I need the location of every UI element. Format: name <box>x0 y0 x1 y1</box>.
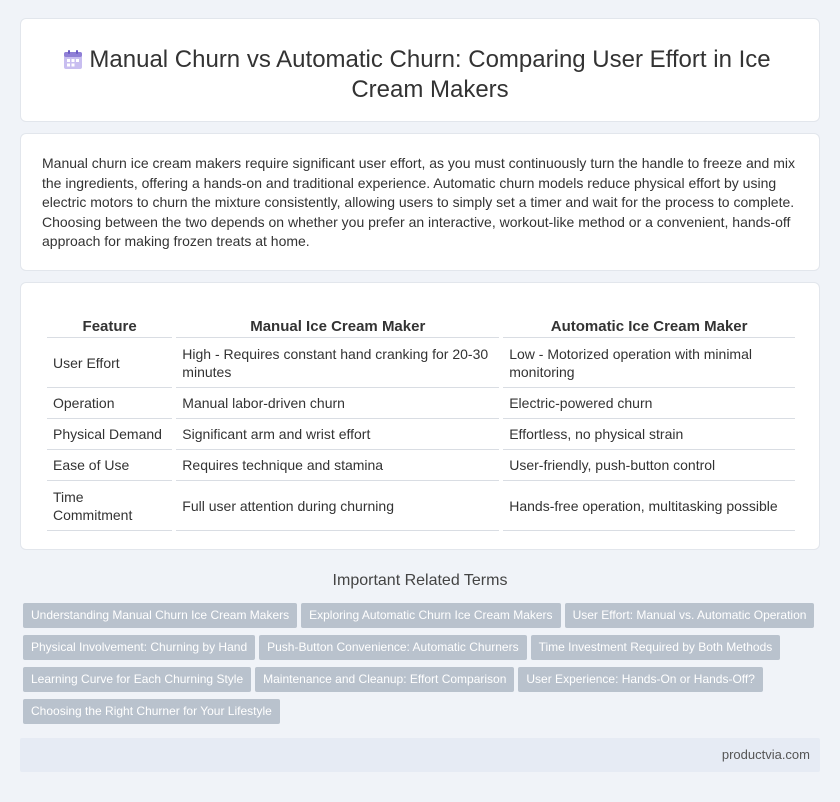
table-row <box>47 388 795 419</box>
table-cell-automatic: Hands-free operation, multitasking possible <box>503 481 795 531</box>
intro-paragraph: Manual churn ice cream makers require significant user effort, as you must continuously turn the handle to freeze and mix the ingredients, offering a hands-on and traditional experience. Automatic churn models reduce physical effort by using electric motors to churn the mixture consistently, allowing users to simply set a timer and wait for the process to complete. Choosing between the two depends on whether you prefer an interactive, workout-like method or a convenient, hands-off approach for making frozen treats at home. <box>42 155 796 250</box>
related-terms-title: Important Related Terms <box>332 572 508 589</box>
table-header-row <box>47 317 795 338</box>
table-cell-feature: Time Commitment <box>47 481 172 531</box>
table-cell-manual: Significant arm and wrist effort <box>176 419 499 450</box>
related-term-tag[interactable]: Learning Curve for Each Churning Style <box>23 667 251 692</box>
table-row <box>47 481 795 531</box>
related-term-tag[interactable]: Maintenance and Cleanup: Effort Comparison <box>255 667 514 692</box>
table-cell-automatic: User-friendly, push-button control <box>503 450 795 481</box>
table-cell-feature: Operation <box>47 388 172 419</box>
related-term-tag[interactable]: User Experience: Hands-On or Hands-Off? <box>518 667 763 692</box>
related-terms-list <box>23 603 823 731</box>
table-cell-feature: User Effort <box>47 338 172 388</box>
table-row <box>47 338 795 388</box>
comparison-table <box>43 317 799 531</box>
related-term-tag[interactable]: User Effort: Manual vs. Automatic Operation <box>565 603 815 628</box>
related-term-tag[interactable]: Time Investment Required by Both Methods <box>531 635 781 660</box>
related-term-tag[interactable]: Physical Involvement: Churning by Hand <box>23 635 255 660</box>
intro-card <box>20 133 820 271</box>
column-header-manual: Manual Ice Cream Maker <box>176 317 499 338</box>
related-term-tag[interactable]: Exploring Automatic Churn Ice Cream Makers <box>301 603 560 628</box>
related-term-tag[interactable]: Choosing the Right Churner for Your Lifestyle <box>23 699 280 724</box>
comparison-card <box>20 282 820 550</box>
table-cell-feature: Ease of Use <box>47 450 172 481</box>
table-row <box>47 450 795 481</box>
related-term-tag[interactable]: Understanding Manual Churn Ice Cream Makers <box>23 603 297 628</box>
table-cell-manual: Requires technique and stamina <box>176 450 499 481</box>
page-title: Manual Churn vs Automatic Churn: Comparing User Effort in Ice Cream Makers <box>89 46 771 103</box>
table-cell-automatic: Electric-powered churn <box>503 388 795 419</box>
column-header-automatic: Automatic Ice Cream Maker <box>503 317 795 338</box>
table-cell-automatic: Low - Motorized operation with minimal monitoring <box>503 338 795 388</box>
footer <box>20 738 820 772</box>
table-cell-feature: Physical Demand <box>47 419 172 450</box>
footer-site-link[interactable]: productvia.com <box>721 747 810 762</box>
related-term-tag[interactable]: Push-Button Convenience: Automatic Churners <box>259 635 526 660</box>
table-cell-manual: High - Requires constant hand cranking for 20-30 minutes <box>176 338 499 388</box>
table-row <box>47 419 795 450</box>
table-cell-manual: Manual labor-driven churn <box>176 388 499 419</box>
table-cell-automatic: Effortless, no physical strain <box>503 419 795 450</box>
column-header-feature: Feature <box>47 317 172 338</box>
table-cell-manual: Full user attention during churning <box>176 481 499 531</box>
header-card <box>20 18 820 122</box>
